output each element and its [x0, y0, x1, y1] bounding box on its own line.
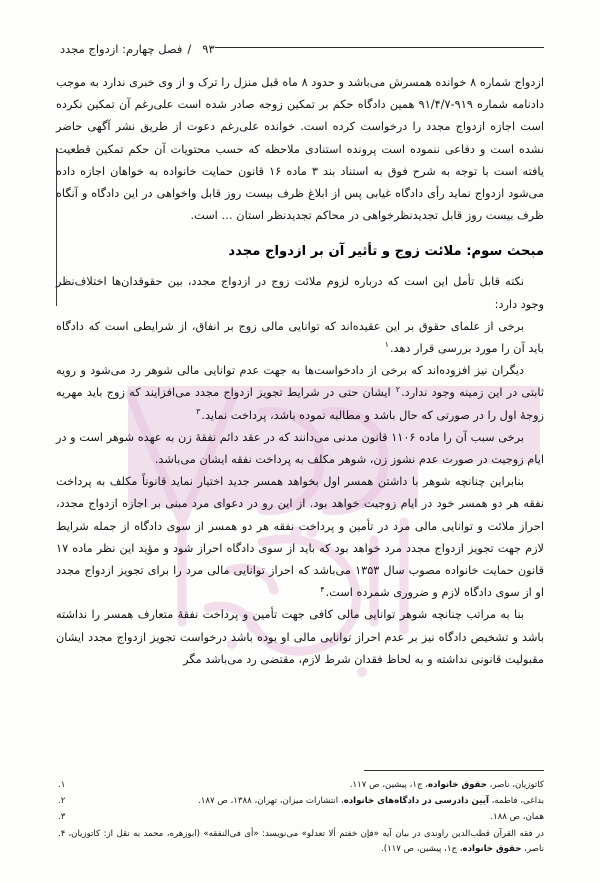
opinion-one-text: برخی از علمای حقوق بر این عقیده‌اند که توانایی مالی زوج بر انفاق، از شرایطی است که دادگاه باید آن را مورد بررسی قرار دهد.: [56, 319, 544, 356]
footnote-prefix: بداغی، فاطمه،: [488, 796, 544, 807]
paragraph-opinion-two: [56, 360, 544, 427]
footnote-suffix: ، ج‌۱، پیشین، ص ۱۱۷.: [349, 779, 429, 790]
paragraph-opinion-one: [56, 316, 544, 360]
paragraph-quoted-judgment: ازدواج شماره ۸ خوانده همسرش می‌باشد و حدود ۸ ماه قبل منزل را ترک و از وی خبری ندارد به موجب دادنامه شماره ۹۱۹-۹۱/۴/۷ همین دادگاه حکم بر تمکین زوجه صادر شده است علی‌رغم آن تمکین نکرده است اجازه ازدواج مجدد را درخواست کرده است. خوانده علی‌رغم دعوت از طریق نشر آگهی حاضر نشده است و دفاعی ننموده است پرونده استنادی ملاحظه که حسب محتویات آن حکم تمکین قطعیت یافته است با توجه به شرح فوق به استناد بند ۳ ماده ۱۶ قانون حمایت خانواده به خواهان اجازه داده می‌شود ازدواج نماید رأی دادگاه غیابی پس از ابلاغ ظرف بیست روز قابل واخواهی در این دادگاه و آنگاه ظرف بیست روز قابل تجدیدنظرخواهی در محاکم تجدیدنظر استان … است.: [56, 76, 545, 223]
footnote-item: [56, 810, 544, 825]
footnote-separator-rule: [364, 770, 544, 771]
footnote-prefix: در فقه القرآن قطب‌الدین راوندی در بیان آیه «فإن خفتم ألا تعدلو» می‌نویسد: «أی فی‌النفقه» (ابوزهره، محمد به نقل از: کاتوزیان، ناصر،: [68, 828, 544, 854]
footnote-title: آیین دادرسی در دادگاه‌های خانواده: [343, 796, 489, 807]
footnote-number: ۲.: [58, 796, 66, 807]
paragraph-conclusion: [56, 471, 544, 604]
footnote-item: [56, 794, 544, 809]
footnote-item: [56, 827, 544, 857]
footnote-text: [68, 778, 544, 793]
footnote-prefix: همان، ص ۱۸۸.: [490, 812, 544, 823]
footnote-number: ۳.: [58, 812, 66, 823]
footnote-ref-3: ۳: [196, 406, 201, 416]
footnote-number: ۴.: [58, 828, 66, 839]
body-text-column: [56, 72, 544, 671]
footnote-suffix: ، انتشارات میزان، تهران، ۱۳۸۸، ص ۱۸۷.: [198, 796, 344, 807]
opinion-two-segment-a: دیگران نیز افزوده‌اند که برخی از دادخواست‌ها به جهت عدم توانایی مالی شوهر رد می‌شود و رویه ثابتی در این زمینه وجود ندارد.: [56, 364, 544, 400]
paragraph-final: بنا به مراتب چنانچه شوهر توانایی مالی کافی جهت تأمین و پرداخت نفقهٔ متعارف همسر را نداشته باشد و تشخیص دادگاه نیز بر عدم احراز توانایی مالی او بوده باشد درخواست تجویز ازدواج مجدد ایشان مقبولیت قانونی نداشته و به لحاظ فقدان شرط لازم، مقتضی رد می‌باشد مگر: [56, 608, 544, 666]
footnote-text: [68, 810, 544, 825]
paragraph-intro-note: نکته قابل تأمل این است که درباره لزوم ملائت زوج در ازدواج مجدد، بین حقوقدان‌ها اختلاف‌نظر وجود دارد:: [56, 275, 544, 311]
footnote-text: [68, 827, 544, 857]
header-separator: /: [187, 42, 192, 56]
footnote-title: حقوق خانواده: [428, 779, 487, 790]
footnote-number: ۱.: [58, 779, 66, 790]
footnote-text: [68, 794, 544, 809]
footnote-ref-1: ۱: [384, 340, 389, 350]
header-chapter-title: فصل چهارم: ازدواج مجدد: [60, 42, 183, 56]
page-number: ۹۳: [202, 42, 215, 56]
header-rule: [215, 47, 544, 48]
paragraph-opinion-three: برخی سبب آن را ماده ۱۱۰۶ قانون مدنی می‌دانند که در عقد دائم نفقهٔ زن به عهده شوهر است و در ایام زوجیت در صورت عدم نشوز زن، شوهر مکلف به پرداخت نفقه ایشان می‌باشد.: [56, 430, 544, 467]
footnote-title: حقوق خانواده: [462, 843, 522, 854]
footnote-area: [56, 770, 544, 858]
opinion-two-segment-b: ایشان حتی در شرایط تجویز ازدواج مجدد می‌افزایند که زوج باید مهریه زوجهٔ اول را در صورتی که حال باشد و مطالبه نموده باشد، پرداخت نماید.: [56, 386, 544, 422]
conclusion-text: بنابراین چنانچه شوهر با داشتن همسر اول بخواهد همسر جدید اختیار نماید قانوناً مکلف به پرداخت نفقه هر دو همسر خود در ایام زوجیت خواهد بود. از این رو در دعوای مرد مبنی بر اجازه ازدواج مجدد، احراز ملائت و توانایی مالی مرد در تأمین و پرداخت نفقه هر دو همسر از سوی دادگاه از جمله شرایط لازم جهت تجویز ازدواج مجدد مرد خواهد بود که باید از سوی دادگاه احراز شود و مؤید این نظر ماده ۱۷ قانون حمایت خانواده مصوب سال ۱۳۵۳ می‌باشد که احراز توانایی مالی مرد را برای تجویز ازدواج مجدد او از سوی دادگاه لازم و ضروری شمرده است.: [56, 475, 544, 600]
quote-margin-rule: [56, 148, 57, 306]
footnote-ref-2: ۲: [395, 384, 401, 394]
section-heading: مبحث سوم: ملائت زوج و تأثیر آن بر ازدواج مجدد: [228, 244, 544, 260]
footnote-ref-4: ۴: [320, 584, 325, 594]
footnote-prefix: کاتوزیان، ناصر،: [486, 779, 544, 790]
footnote-suffix: ، ج‌۱، پیشین، ص ۱۱۷).: [380, 843, 463, 854]
running-header: [56, 38, 544, 60]
footnote-item: [56, 778, 544, 793]
